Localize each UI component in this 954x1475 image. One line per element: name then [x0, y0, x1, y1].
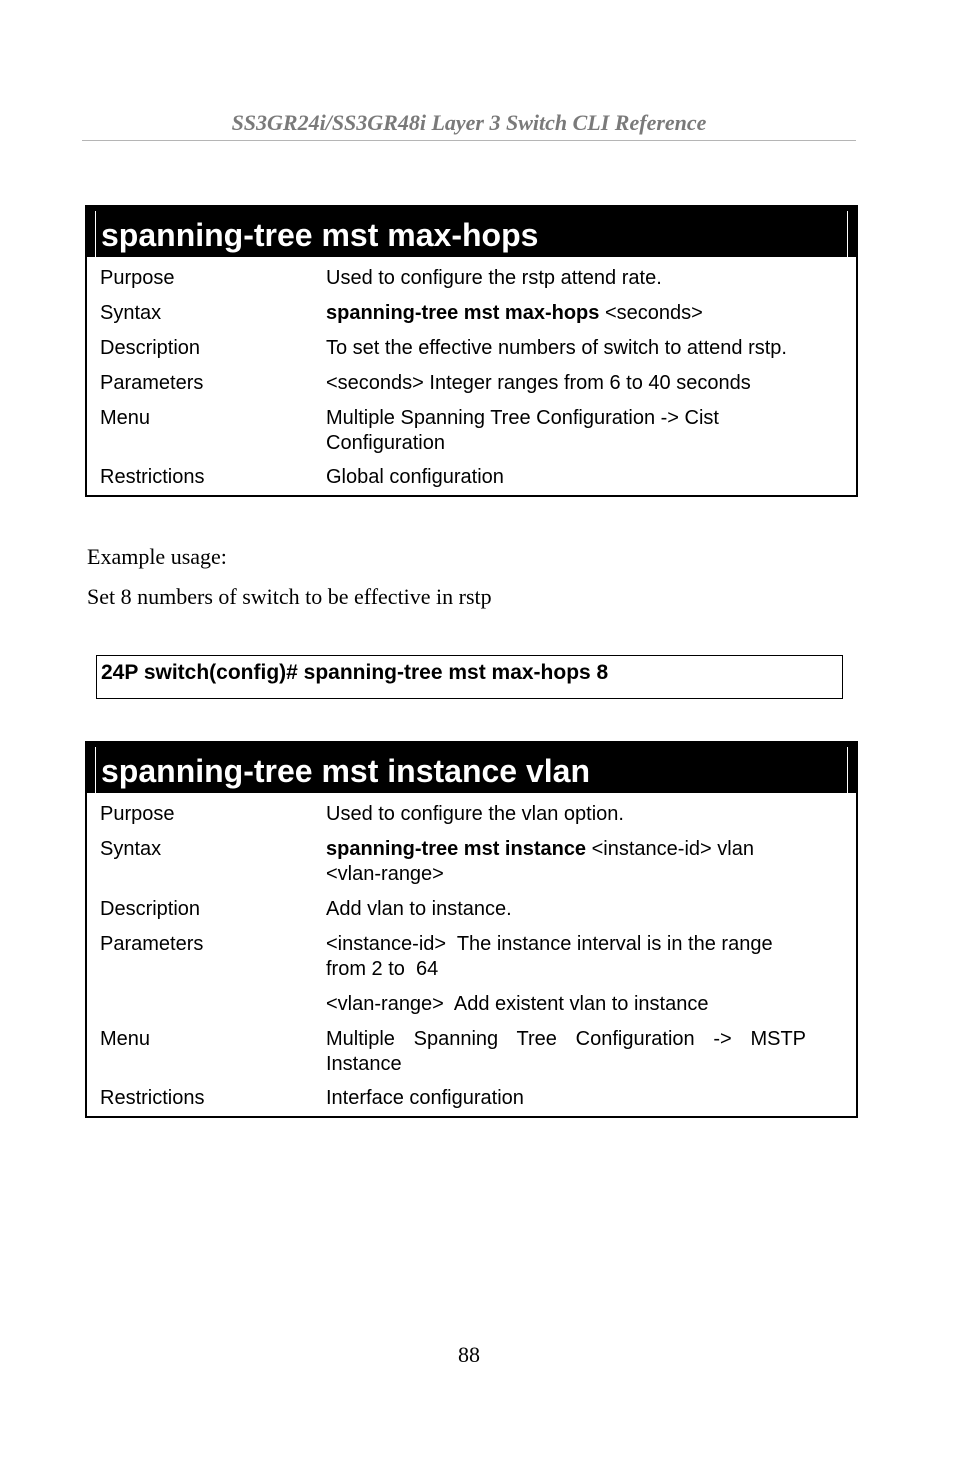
- row-value: Used to configure the vlan option.: [326, 803, 624, 825]
- row-label: Description: [100, 898, 201, 920]
- row-label: Purpose: [100, 267, 175, 289]
- row-value: <seconds> Integer ranges from 6 to 40 seconds: [326, 372, 751, 394]
- row-menu: [87, 406, 856, 456]
- syntax-args: <seconds>: [599, 302, 703, 324]
- row-value: Global configuration: [326, 466, 504, 488]
- row-purpose: [87, 802, 856, 827]
- example-description: Set 8 numbers of switch to be effective in rstp: [87, 584, 492, 609]
- running-header: SS3GR24i/SS3GR48i Layer 3 Switch CLI Reference: [231, 110, 707, 135]
- row-value: Multiple Spanning Tree Configuration -> MSTP Instance: [326, 1028, 812, 1075]
- row-value: <instance-id> The instance interval is in the range from 2 to 64: [326, 933, 779, 980]
- command-table-max-hops: [85, 205, 858, 497]
- row-label: [100, 992, 326, 1017]
- row-label: Description: [100, 337, 201, 359]
- row-label: Menu: [100, 1028, 151, 1050]
- row-purpose: [87, 266, 856, 291]
- row-label: Purpose: [100, 803, 175, 825]
- row-syntax: [87, 301, 856, 326]
- command-title-bar: [87, 741, 856, 793]
- row-value: Used to configure the rstp attend rate.: [326, 267, 662, 289]
- row-parameters-continued: [87, 992, 856, 1017]
- header-divider: [82, 140, 856, 141]
- row-value: Multiple Spanning Tree Configuration -> Cist Configuration: [326, 407, 719, 454]
- page-number: 88: [458, 1342, 480, 1367]
- row-label: Menu: [100, 407, 151, 429]
- row-value: <vlan-range> Add existent vlan to instance: [326, 993, 709, 1015]
- row-description: [87, 897, 856, 922]
- row-label: Syntax: [100, 838, 162, 860]
- row-label: Restrictions: [100, 466, 205, 488]
- command-title-bar: [87, 205, 856, 257]
- syntax-command: spanning-tree mst instance: [326, 838, 587, 860]
- row-syntax: [87, 837, 856, 887]
- command-title: spanning-tree mst instance vlan: [101, 753, 591, 789]
- example-command: 24P switch(config)# spanning-tree mst max-hops 8: [101, 661, 609, 684]
- row-value: Add vlan to instance.: [326, 898, 512, 920]
- row-value: [326, 301, 831, 326]
- row-menu: [87, 1027, 856, 1077]
- row-restrictions: [87, 465, 856, 490]
- row-label: Syntax: [100, 302, 162, 324]
- syntax-args: <instance-id> vlan <vlan-range>: [326, 838, 754, 885]
- row-value: To set the effective numbers of switch to attend rstp.: [326, 337, 787, 359]
- syntax-command: spanning-tree mst max-hops: [326, 302, 600, 324]
- example-intro: Example usage:: [87, 544, 227, 569]
- row-parameters: [87, 932, 856, 982]
- row-restrictions: [87, 1086, 856, 1111]
- row-label: Parameters: [100, 933, 204, 955]
- command-table-instance-vlan: [85, 741, 858, 1118]
- row-parameters: [87, 371, 856, 396]
- command-title: spanning-tree mst max-hops: [101, 217, 539, 253]
- row-value: Interface configuration: [326, 1087, 524, 1109]
- row-value: [326, 837, 806, 887]
- row-description: [87, 336, 856, 361]
- row-label: Restrictions: [100, 1087, 205, 1109]
- example-command-box: [96, 655, 843, 699]
- row-label: Parameters: [100, 372, 204, 394]
